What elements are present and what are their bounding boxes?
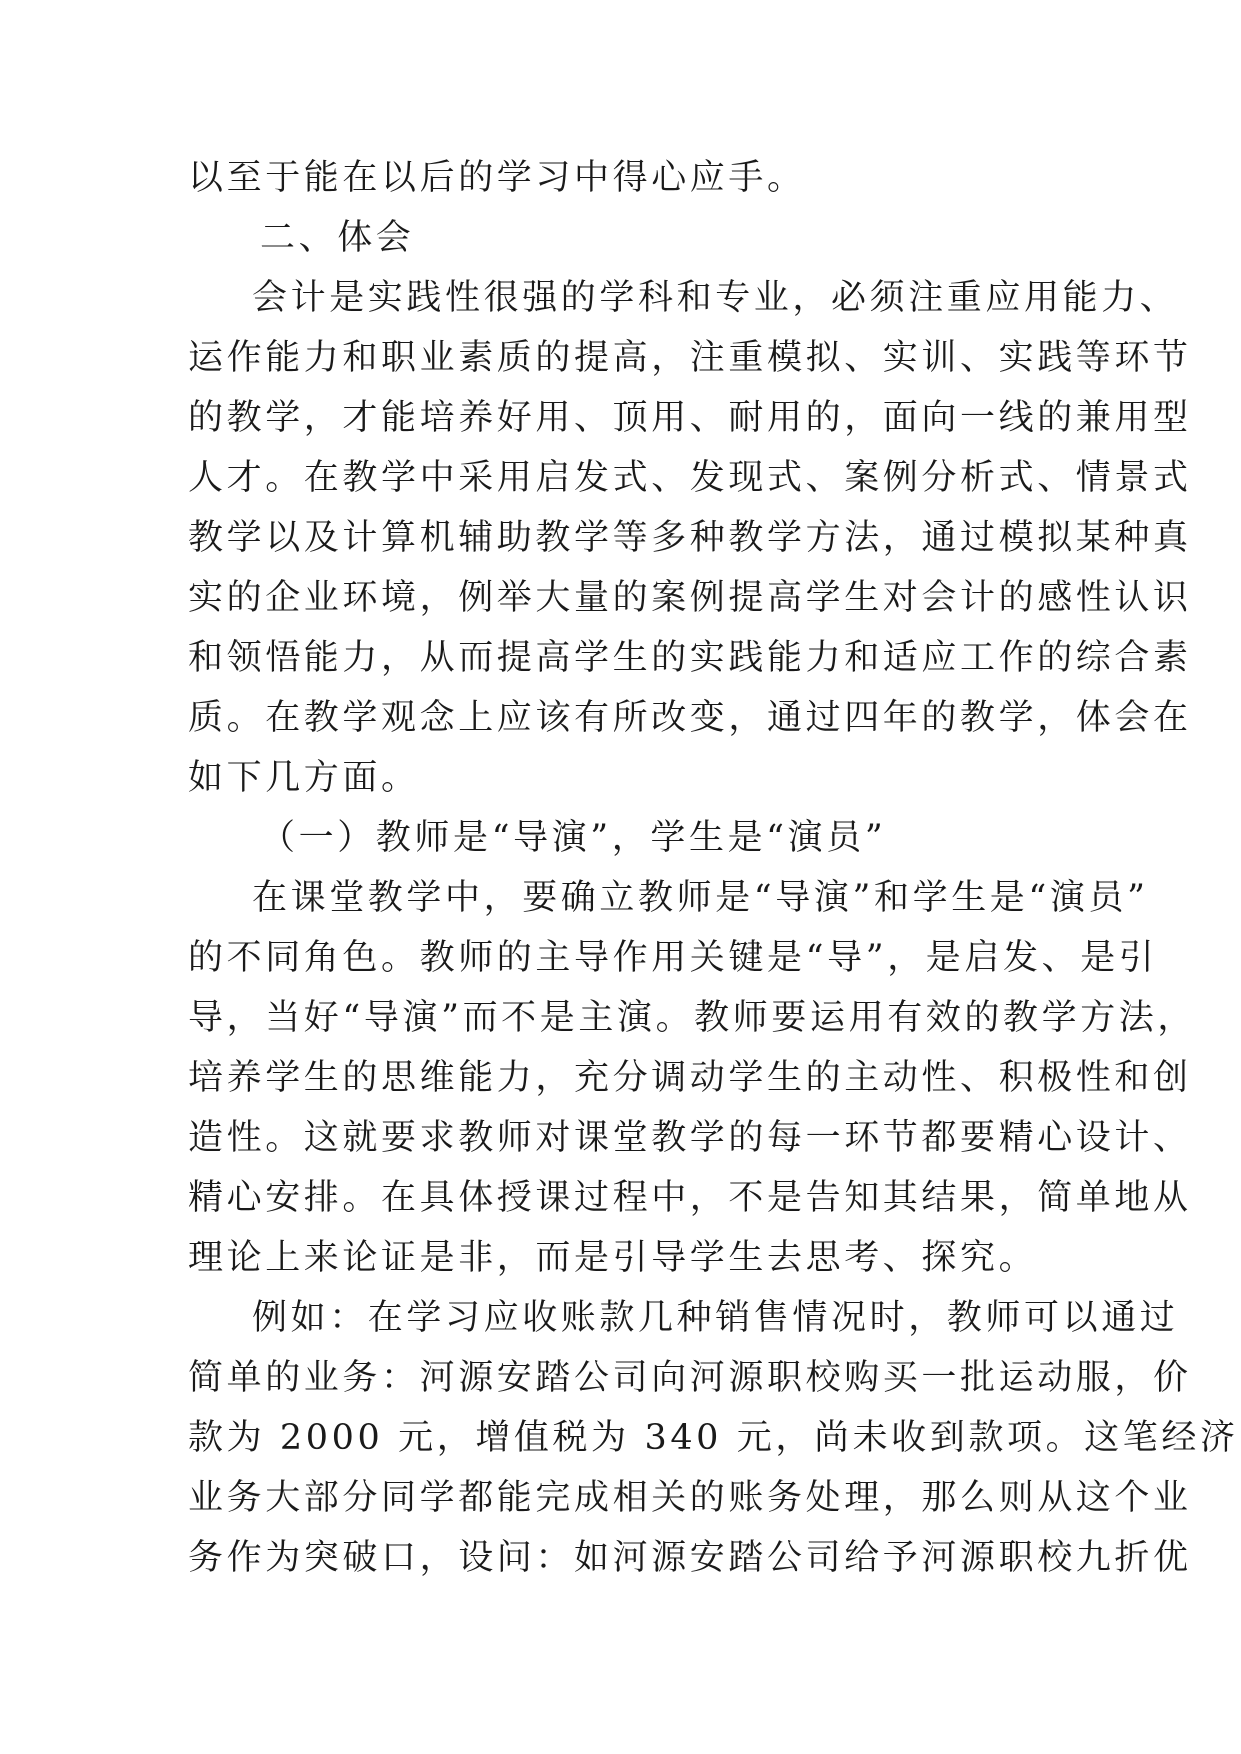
text-line: 运作能力和职业素质的提高，注重模拟、实训、实践等环节	[188, 338, 1192, 378]
paragraph-start: 例如：在学习应收账款几种销售情况时，教师可以通过	[252, 1298, 1179, 1338]
paragraph-start: 在课堂教学中，要确立教师是“导演”和学生是“演员”	[252, 878, 1149, 918]
subsection-heading: （一）教师是“导演”，学生是“演员”	[260, 818, 887, 858]
text-line: 人才。在教学中采用启发式、发现式、案例分析式、情景式	[188, 458, 1192, 498]
text-line: 质。在教学观念上应该有所改变，通过四年的教学，体会在	[188, 698, 1192, 738]
text-line: 务作为突破口，设问：如河源安踏公司给予河源职校九折优	[188, 1538, 1192, 1578]
section-heading: 二、体会	[260, 218, 415, 258]
paragraph-start: 会计是实践性很强的学科和专业，必须注重应用能力、	[252, 278, 1179, 318]
text-line: 和领悟能力，从而提高学生的实践能力和适应工作的综合素	[188, 638, 1192, 678]
text-line: 款为 2000 元，增值税为 340 元，尚未收到款项。这笔经济	[188, 1418, 1239, 1458]
text-line: 导，当好“导演”而不是主演。教师要运用有效的教学方法，	[188, 998, 1196, 1038]
text-line: 以至于能在以后的学习中得心应手。	[188, 158, 806, 198]
text-line: 实的企业环境，例举大量的案例提高学生对会计的感性认识	[188, 578, 1192, 618]
text-line: 业务大部分同学都能完成相关的账务处理，那么则从这个业	[188, 1478, 1192, 1518]
text-line: 精心安排。在具体授课过程中，不是告知其结果，简单地从	[188, 1178, 1192, 1218]
body-text	[188, 148, 1239, 1588]
text-line: 简单的业务：河源安踏公司向河源职校购买一批运动服，价	[188, 1358, 1192, 1398]
text-line: 的教学，才能培养好用、顶用、耐用的，面向一线的兼用型	[188, 398, 1192, 438]
text-line: 教学以及计算机辅助教学等多种教学方法，通过模拟某种真	[188, 518, 1192, 558]
text-line: 造性。这就要求教师对课堂教学的每一环节都要精心设计、	[188, 1118, 1192, 1158]
text-line: 培养学生的思维能力，充分调动学生的主动性、积极性和创	[188, 1058, 1192, 1098]
text-line: 的不同角色。教师的主导作用关键是“导”，是启发、是引	[188, 938, 1158, 978]
text-line: 理论上来论证是非，而是引导学生去思考、探究。	[188, 1238, 1038, 1278]
text-line: 如下几方面。	[188, 758, 420, 798]
